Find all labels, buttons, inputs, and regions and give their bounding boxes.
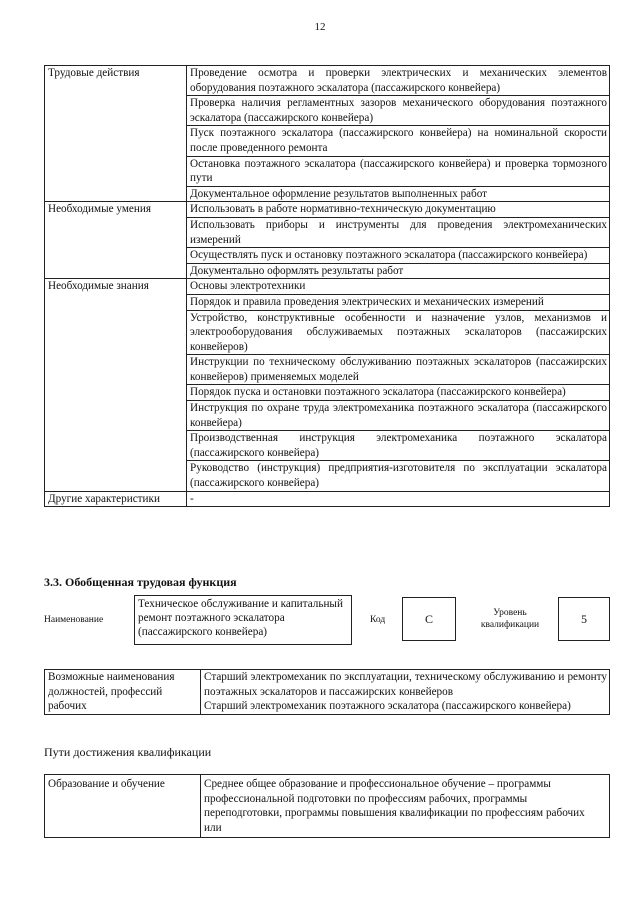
table-cell: Старший электромеханик поэтажного эскалатора (пассажирского конвейера) bbox=[201, 699, 610, 714]
table-cell: Пуск поэтажного эскалатора (пассажирского конвейера) на номинальной скорости после проведенного ремонта bbox=[187, 126, 610, 156]
qualification-level-label-line1: Уровень bbox=[493, 608, 527, 618]
table-cell: Старший электромеханик по эксплуатации, техническому обслуживанию и ремонту поэтажных эскалаторов и пассажирских конвейеров bbox=[201, 670, 610, 700]
education-table bbox=[44, 774, 610, 838]
table-cell: Проверка наличия регламентных зазоров механического оборудования поэтажного эскалатора (пассажирского конвейера) bbox=[187, 96, 610, 126]
table-cell: Устройство, конструктивные особенности и назначение узлов, механизмов и электрооборудования обслуживаемых поэтажных эскалаторов (пассажирских конвейеров) bbox=[187, 310, 610, 355]
level-value: 5 bbox=[581, 611, 587, 626]
row-label-required-knowledge: Необходимые знания bbox=[45, 279, 187, 491]
code-value-box bbox=[402, 597, 456, 641]
table-cell: Проведение осмотра и проверки электрических и механических элементов оборудования поэтажного эскалатора (пассажирского конвейера) bbox=[187, 66, 610, 96]
row-label-required-skills: Необходимые умения bbox=[45, 202, 187, 279]
table-cell: Осуществлять пуск и остановку поэтажного эскалатора (пассажирского конвейера) bbox=[187, 248, 610, 264]
qualification-paths-title: Пути достижения квалификации bbox=[44, 745, 212, 759]
table-cell: Инструкция по охране труда электромеханика поэтажного эскалатора (пассажирского конвейера) bbox=[187, 401, 610, 431]
table-row bbox=[45, 202, 610, 218]
education-text: Среднее общее образование и профессиональное обучение – программы профессиональной подготовки по профессиям рабочих, программы переподготовки, программы повышения квалификации по профессиям рабочих bbox=[204, 778, 585, 820]
education-or: или bbox=[204, 821, 222, 834]
table-cell: Использовать в работе нормативно-техническую документацию bbox=[187, 202, 610, 218]
table-cell: Инструкции по техническому обслуживанию поэтажных эскалаторов (пассажирских конвейеров) применяемых моделей bbox=[187, 355, 610, 385]
table-cell bbox=[201, 775, 610, 838]
table-cell: - bbox=[187, 491, 610, 507]
name-label: Наименование bbox=[44, 615, 104, 625]
table-row bbox=[45, 279, 610, 295]
code-value: C bbox=[424, 611, 433, 626]
row-label-education: Образование и обучение bbox=[45, 775, 201, 838]
table-row bbox=[45, 670, 610, 700]
table-cell: Остановка поэтажного эскалатора (пассажирского конвейера) и проверка тормозного пути bbox=[187, 156, 610, 186]
qualification-level-label-line2: квалификации bbox=[480, 620, 540, 630]
code-label: Код bbox=[370, 615, 386, 625]
table-cell: Руководство (инструкция) предприятия-изготовителя по эксплуатации эскалатора (пассажирского конвейера) bbox=[187, 461, 610, 491]
table-row bbox=[45, 491, 610, 507]
table-row bbox=[45, 775, 610, 838]
table-cell: Порядок и правила проведения электрических и механических измерений bbox=[187, 294, 610, 310]
qualification-level-label bbox=[470, 607, 550, 631]
row-label-other-characteristics: Другие характеристики bbox=[45, 491, 187, 507]
section-title: 3.3. Обобщенная трудовая функция bbox=[44, 575, 237, 589]
job-titles-table bbox=[44, 669, 610, 715]
table-cell: Порядок пуска и остановки поэтажного эскалатора (пассажирского конвейера) bbox=[187, 385, 610, 401]
page-number: 12 bbox=[314, 21, 326, 33]
table-cell: Использовать приборы и инструменты для проведения электромеханических измерений bbox=[187, 217, 610, 247]
table-cell: Документальное оформление результатов выполненных работ bbox=[187, 186, 610, 202]
table-cell: Производственная инструкция электромеханика поэтажного эскалатора (пассажирского конвейера) bbox=[187, 431, 610, 461]
table-cell: Основы электротехники bbox=[187, 279, 610, 295]
table-row bbox=[45, 66, 610, 96]
labor-functions-table bbox=[44, 65, 610, 507]
table-cell: Документально оформлять результаты работ bbox=[187, 263, 610, 279]
row-label-job-titles: Возможные наименования должностей, профессий рабочих bbox=[45, 670, 201, 715]
row-label-labor-actions: Трудовые действия bbox=[45, 66, 187, 202]
level-value-box bbox=[558, 597, 610, 641]
function-name-box: Техническое обслуживание и капитальный ремонт поэтажного эскалатора (пассажирского конвейера) bbox=[134, 595, 352, 645]
